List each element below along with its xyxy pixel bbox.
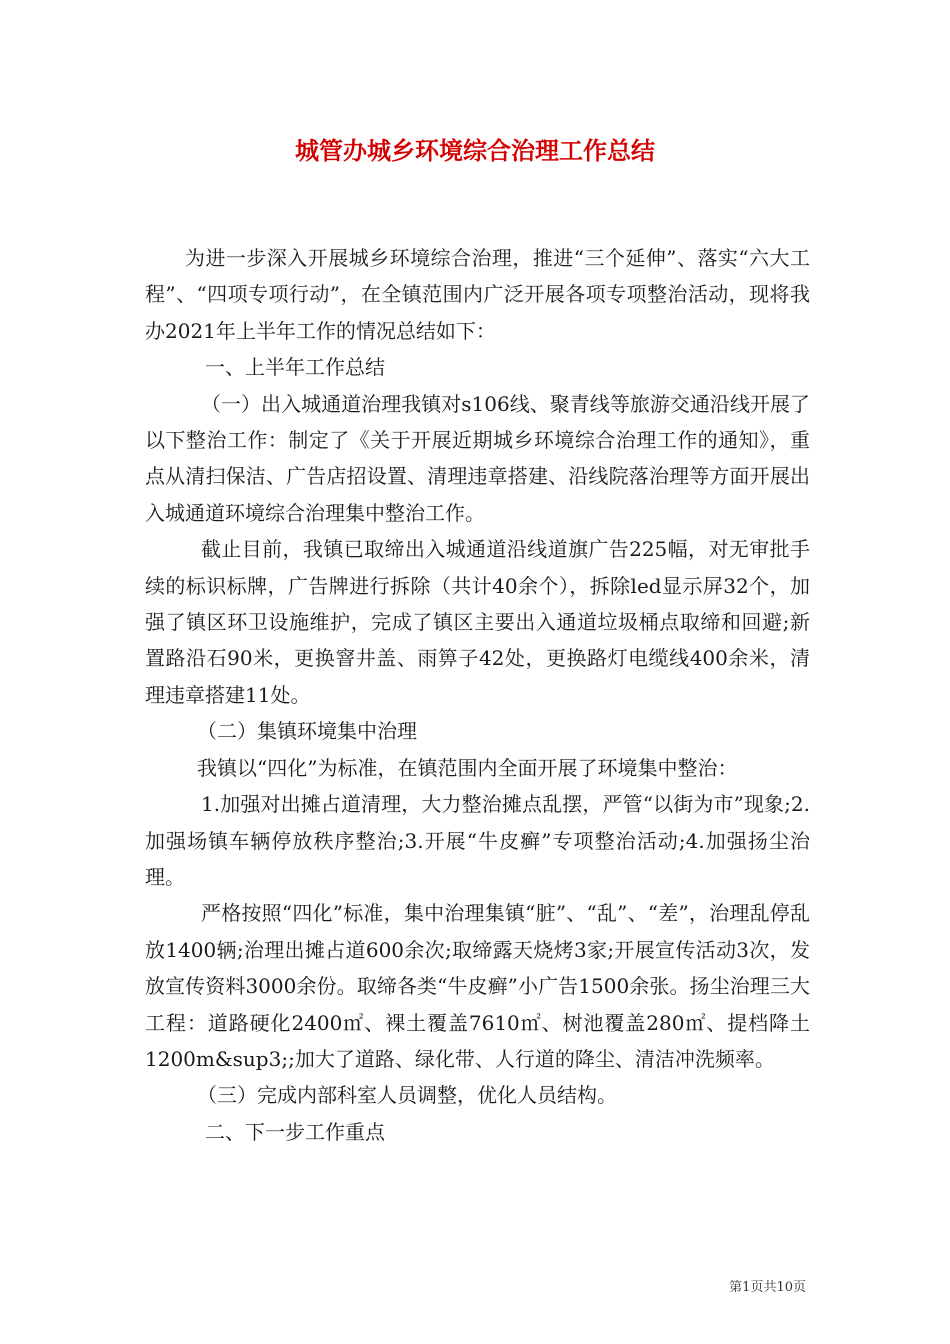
paragraph-results-2: 严格按照“四化”标准，集中治理集镇“脏”、“乱”、“差”，治理乱停乱放1400辆;治理出摊占道600余次;取缔露天烧烤3家;开展宣传活动3次，发放宣传资料3000余份。取缔各类“牛皮癣”小广告1500余张。扬尘治理三大工程：道路硬化2400㎡、裸土覆盖7610㎡、树池覆盖280㎡、提档降土1200m&sup3;;加大了道路、绿化带、人行道的降尘、清洁冲洗频率。 [145,901,810,1071]
paragraph-standard: 我镇以“四化”为标准，在镇范围内全面开展了环境集中整治： [197,755,738,780]
document-body [145,240,810,1150]
paragraph-measures: 1.加强对出摊占道清理，大力整治摊点乱摆，严管“以街为市”现象;2.加强场镇车辆停放秩序整治;3.开展“牛皮癣”专项整治活动;4.加强扬尘治理。 [145,792,810,889]
page-number: 第1页共10页 [729,1280,806,1295]
paragraph-intro: 为进一步深入开展城乡环境综合治理，推进“三个延伸”、落实“六大工程”、“四项专项行动”，在全镇范围内广泛开展各项专项整治活动，现将我办2021年上半年工作的情况总结如下： [145,246,810,343]
heading-section-1: 一、上半年工作总结 [205,355,385,380]
heading-subsection-2: （二）集镇环境集中治理 [197,719,417,744]
paragraph-subsection-3: （三）完成内部科室人员调整，优化人员结构。 [197,1083,617,1108]
paragraph-subsection-1: （一）出入城通道治理我镇对s106线、聚青线等旅游交通沿线开展了以下整治工作：制定了《关于开展近期城乡环境综合治理工作的通知》，重点从清扫保洁、广告店招设置、清理违章搭建、沿线院落治理等方面开展出入城通道环境综合治理集中整治工作。 [145,391,810,525]
heading-section-2: 二、下一步工作重点 [205,1119,385,1144]
document-title: 城管办城乡环境综合治理工作总结 [295,136,655,165]
paragraph-results-1: 截止目前，我镇已取缔出入城通道沿线道旗广告225幅，对无审批手续的标识标牌，广告牌进行拆除（共计40余个），拆除led显示屏32个，加强了镇区环卫设施维护，完成了镇区主要出入通道垃圾桶点取缔和回避;新置路沿石90米，更换窨井盖、雨箅子42处，更换路灯电缆线400余米，清理违章搭建11处。 [145,537,810,707]
